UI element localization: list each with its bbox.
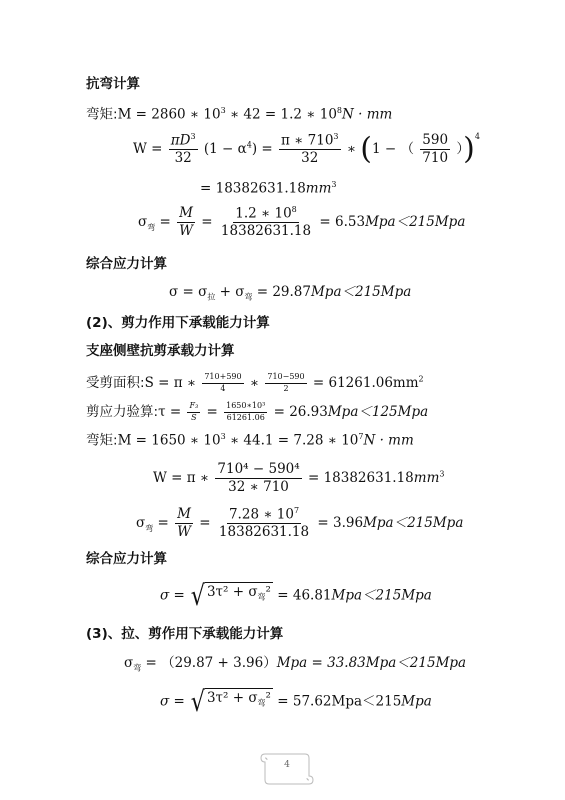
moment-label: 弯矩: (86, 106, 118, 123)
eq-text: ∗ 42 = 1.2 ∗ 10 (225, 106, 337, 123)
eq-text: ) = (251, 141, 278, 158)
eq-text: = 29.87 (252, 284, 311, 300)
eq-unit: Mpa (435, 655, 467, 671)
eq-text: 7.28 ∗ 10 (228, 506, 294, 523)
eq-text: = 26.93 (273, 403, 328, 420)
eq-unit: Mpa (401, 693, 432, 710)
eq-text: σ (136, 515, 146, 532)
paren-close: ) (463, 131, 475, 167)
eq-text: 1 − （ (372, 141, 414, 158)
eq-text: = 3.96 (317, 515, 364, 532)
page-number-ornament (257, 748, 317, 788)
eq-sup: 8 (336, 106, 343, 115)
eq-text: 710 (422, 150, 449, 167)
eq-text: πD (170, 132, 191, 149)
fraction (265, 373, 306, 394)
eq-text: σ = (160, 587, 190, 604)
eq-sup: 4 (474, 132, 480, 142)
fraction (224, 402, 267, 423)
eq-sup: 8 (291, 205, 297, 214)
heading-wall-shear: 支座侧壁抗剪承载力计算 (86, 343, 235, 359)
eq-text: 32 ∗ 710 (228, 478, 289, 495)
shear-area-equation: 受剪面积:S = π ∗ $\frac{710+590}{4}$ ∗ $\frac{710-590}{2}$ = $61261.06mm^2$ (86, 372, 424, 393)
combined-stress-equation-1 (169, 286, 411, 302)
fraction (175, 507, 193, 540)
eq-text: 590 (422, 132, 449, 149)
eq-unit: Mpa (434, 214, 466, 231)
heading-combined-stress-1: 综合应力计算 (86, 256, 167, 272)
eq-text: (1 − α (203, 141, 247, 158)
eq-text: 1650∗10³ (224, 402, 267, 413)
eq-text: = 46.81 (277, 587, 332, 604)
sqrt: √ $3\tau^2 + \sigma_弯^2$ (190, 685, 271, 718)
eq-text: σ = (160, 693, 190, 710)
eq-text: M (179, 205, 193, 222)
eq-text: M = 2860 ∗ 10 (117, 106, 221, 123)
paren-open: ( (360, 131, 372, 167)
eq-sub: 弯 (145, 523, 154, 533)
eq-text: = 57.62Mpa＜215 (277, 693, 402, 710)
eq-text: 710⁴ − 590⁴ (217, 461, 300, 477)
eq-text: 61261.06 (226, 412, 265, 422)
eq-sup: 3 (220, 432, 226, 441)
eq-text: S (191, 412, 197, 422)
heading-tension-shear: (3)、拉、剪作用下承载能力计算 (86, 626, 284, 642)
eq-unit: Mpa＜215 (363, 515, 433, 532)
fraction (202, 373, 243, 394)
eq-text: ） (456, 141, 464, 158)
eq-text: = 18382631.18 (307, 469, 414, 486)
eq-unit: Mpa (380, 284, 412, 300)
moment-equation-1 (86, 107, 392, 122)
shear-check-label: 剪应力验算: (86, 403, 159, 420)
eq-unit: Mpa = 33.83Mpa＜215 (276, 655, 436, 671)
eq-sub: 弯 (244, 292, 253, 302)
fraction (177, 206, 195, 239)
eq-unit: Mpa (401, 587, 432, 604)
eq-text: ∗ (346, 141, 361, 158)
eq-text: σ = σ (169, 284, 208, 300)
combined-stress-equation-3 (160, 685, 432, 718)
eq-unit: mm (305, 180, 332, 197)
eq-sub: 弯 (257, 592, 266, 602)
bending-stress-equation-2: $\sigma_弯$ = $\frac{M}{W}$ = $\frac{7.28 ∗ 10^7}{18382631.18}$ = 3.96Mpa＜215Mpa (136, 506, 464, 541)
eq-text: = 18382631.18 (200, 180, 306, 197)
eq-text: F₃ (187, 402, 200, 413)
section-modulus-equation-1 (133, 133, 480, 166)
shear-stress-check-equation: 剪应力验算:τ = $\frac{\text{F₃}}{S}$ = $\frac{\text{1650∗10³}}{61261.06}$ = 26.93Mpa＜125Mpa (86, 401, 429, 422)
eq-text: 710+590 (202, 373, 243, 384)
eq-text: = 6.53 (319, 214, 366, 231)
eq-text: = （29.87 + 3.96） (141, 655, 277, 671)
section-modulus-equation-2 (153, 462, 444, 495)
eq-text: W (179, 223, 194, 240)
eq-sup: 3 (439, 469, 445, 479)
eq-sup: 3 (333, 132, 339, 141)
eq-text: σ (124, 655, 134, 671)
eq-text: 3τ² + σ (206, 690, 258, 706)
eq-text: ² (265, 584, 271, 600)
eq-sub: 弯 (147, 222, 156, 232)
fraction (217, 507, 311, 540)
eq-unit: Mpa＜215 (365, 214, 435, 231)
fraction (187, 402, 200, 423)
sqrt: √ $3\tau^2 + \sigma_弯^2$ (190, 579, 271, 612)
eq-sup: 4 (246, 140, 252, 150)
heading-combined-stress-2: 综合应力计算 (86, 551, 167, 567)
eq-unit: Mpa＜215 (310, 284, 381, 300)
eq-unit: Mpa (397, 403, 429, 420)
eq-text: + σ (215, 284, 245, 300)
eq-sup: 7 (358, 432, 364, 441)
eq-text: M = 1650 ∗ 10 (117, 432, 221, 449)
eq-unit: Mpa＜215 (331, 587, 402, 604)
fraction (215, 462, 301, 495)
eq-text: 3τ² + σ (206, 584, 258, 600)
eq-text: τ = (158, 403, 186, 420)
moment-label: 弯矩: (86, 432, 118, 449)
eq-text: 32 (174, 150, 192, 167)
eq-sub: 拉 (207, 292, 216, 302)
eq-sub: 弯 (257, 698, 266, 708)
eq-text: = 61261.06mm (312, 374, 419, 391)
eq-text: σ (138, 214, 148, 231)
heading-shear-capacity: (2)、剪力作用下承载能力计算 (86, 315, 270, 331)
eq-unit: mm (413, 469, 440, 486)
eq-sup: 3 (220, 106, 226, 115)
eq-sup: 3 (190, 132, 196, 141)
bending-stress-sum-equation (124, 657, 466, 673)
shear-area-label: 受剪面积: (86, 374, 145, 391)
heading-bending: 抗弯计算 (86, 76, 140, 92)
fraction (279, 133, 341, 166)
eq-text: 18382631.18 (220, 223, 312, 240)
eq-sub: 弯 (133, 663, 142, 673)
eq-text: 18382631.18 (218, 524, 310, 541)
eq-text: W (177, 524, 192, 541)
eq-text: 32 (301, 150, 319, 167)
eq-unit: N · mm (363, 432, 414, 449)
eq-text: ² (265, 690, 271, 706)
eq-text: 1.2 ∗ 10 (235, 205, 292, 222)
eq-text: 4 (220, 383, 226, 393)
eq-sup: 3 (331, 180, 337, 189)
fraction (420, 133, 450, 166)
fraction (169, 133, 198, 166)
eq-unit: Mpa＜125 (327, 403, 398, 420)
eq-text: M (177, 506, 191, 523)
eq-unit: Mpa (432, 515, 464, 532)
eq-text: ∗ 44.1 = 7.28 ∗ 10 (225, 432, 359, 449)
eq-text: π ∗ 710 (281, 132, 334, 149)
eq-sup: 7 (293, 506, 300, 515)
eq-text: 2 (283, 383, 289, 393)
combined-stress-equation-2 (160, 579, 432, 612)
eq-text: S = π ∗ (144, 374, 201, 391)
eq-text: W = π ∗ (153, 469, 214, 486)
moment-equation-2 (86, 433, 414, 448)
eq-text: 710−590 (265, 373, 306, 384)
bending-stress-equation-1: $\sigma_弯$ = $\frac{M}{W}$ = $\frac{1.2 ∗ 10^8}{18382631.18}$ = 6.53Mpa＜215Mpa (138, 205, 466, 240)
section-modulus-result-1 (200, 181, 337, 196)
eq-sup: 2 (418, 374, 424, 384)
fraction (219, 206, 313, 239)
eq-unit: N · mm (342, 106, 393, 123)
eq-text: W = (133, 141, 167, 158)
page-number: 4 (284, 760, 290, 770)
